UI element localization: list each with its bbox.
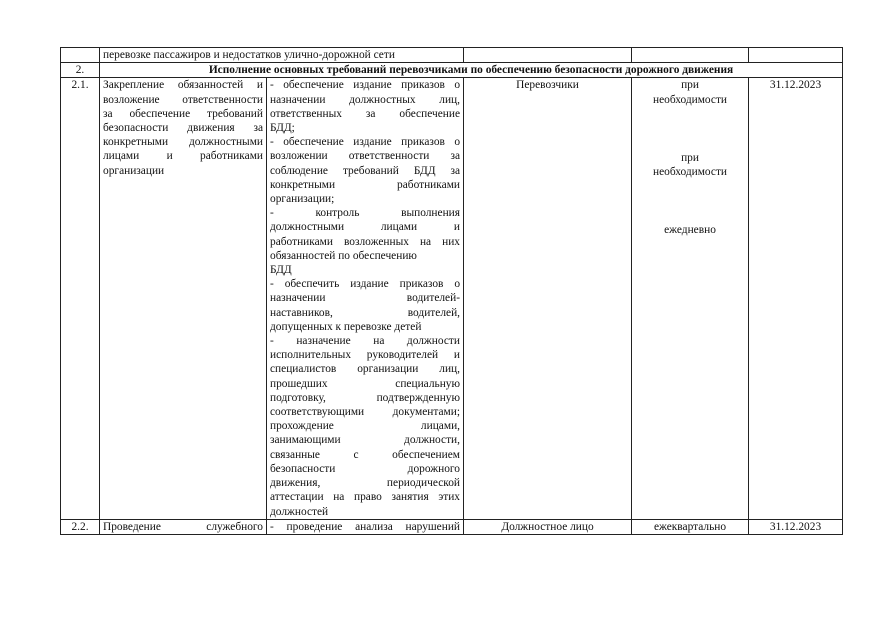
measure-line: БДД; xyxy=(270,122,295,135)
title-line: возложение ответственности xyxy=(103,93,263,106)
title-line: организации xyxy=(103,164,165,177)
row-title-cell: Проведение служебного xyxy=(100,519,267,534)
title-line: безопасности движения за xyxy=(103,122,263,135)
measures-cell: - проведение анализа нарушений xyxy=(267,519,464,534)
prev-row-text: перевозке пассажиров и недостатков улично-дорожной сети xyxy=(100,48,464,63)
section-title: Исполнение основных требований перевозчиками по обеспечению безопасности дорожного движения xyxy=(100,63,843,78)
measure-line: прохождение лицами, xyxy=(270,420,461,433)
measure-line: работниками возложенных на них xyxy=(270,235,461,248)
measure-line: ответственных за обеспечение xyxy=(270,107,461,120)
title-line: конкретными должностными xyxy=(103,136,263,149)
measure-line: соблюдение требований БДД за xyxy=(270,164,461,177)
measure-line: - контроль выполнения xyxy=(270,207,461,220)
measure-line: - обеспечить издание приказов о xyxy=(270,278,461,291)
measure-line: безопасности дорожного xyxy=(270,462,461,475)
measure-line: соответствующими документами; xyxy=(270,406,461,419)
measure-line: занимающими должности, xyxy=(270,434,461,447)
measure-line: БДД xyxy=(270,264,292,277)
table-row-2-2 xyxy=(61,519,843,534)
measure-line: связанные с обеспечением xyxy=(270,448,461,461)
measure-line: - обеспечение издание приказов о xyxy=(270,79,461,92)
title-line: за обеспечение требований xyxy=(103,107,263,120)
measure-line: наставников, водителей, xyxy=(270,306,461,319)
measure-line: возложении ответственности за xyxy=(270,150,461,163)
period-cell: ежеквартально xyxy=(632,519,749,534)
table-row-prev xyxy=(61,48,843,63)
section-number: 2. xyxy=(61,63,100,78)
responsible-cell: Перевозчики xyxy=(464,78,632,519)
period-text: при xyxy=(681,79,699,92)
period-cell xyxy=(632,78,749,519)
period-text: ежедневно xyxy=(664,224,716,237)
deadline-cell: 31.12.2023 xyxy=(749,519,843,534)
measure-line: допущенных к перевозке детей xyxy=(270,320,422,333)
measure-line: обязанностей по обеспечению xyxy=(270,249,417,262)
period-text: необходимости xyxy=(652,166,728,179)
responsible-cell: Должностное лицо xyxy=(464,519,632,534)
measure-line: движения, периодической xyxy=(270,477,461,490)
measure-line: исполнительных руководителей и xyxy=(270,349,461,362)
row-title-cell xyxy=(100,78,267,519)
measure-line: должностными лицами и xyxy=(270,221,461,234)
table-row-2-1 xyxy=(61,78,843,519)
measure-line: подготовку, подтвержденную xyxy=(270,391,461,404)
deadline-cell: 31.12.2023 xyxy=(749,78,843,519)
title-line: Закрепление обязанностей и xyxy=(103,79,263,92)
measure-line: - назначение на должности xyxy=(270,335,461,348)
measure-line: конкретными работниками xyxy=(270,178,461,191)
measure-line: прошедших специальную xyxy=(270,377,461,390)
section-header-row xyxy=(61,63,843,78)
plan-table xyxy=(60,47,843,535)
measure-line: организации; xyxy=(270,193,335,206)
measures-cell xyxy=(267,78,464,519)
measure-line: аттестации на право занятия этих xyxy=(270,491,461,504)
measure-line: назначении должностных лиц, xyxy=(270,93,461,106)
row-number: 2.2. xyxy=(61,519,100,534)
title-line: лицами и работниками xyxy=(103,150,263,163)
measure-line: - обеспечение издание приказов о xyxy=(270,136,461,149)
period-text: при xyxy=(681,151,699,164)
measure-line: должностей xyxy=(270,505,329,518)
measure-line: назначении водителей- xyxy=(270,292,461,305)
period-text: необходимости xyxy=(652,93,728,106)
measure-line: специалистов организации лиц, xyxy=(270,363,461,376)
row-number: 2.1. xyxy=(61,78,100,519)
